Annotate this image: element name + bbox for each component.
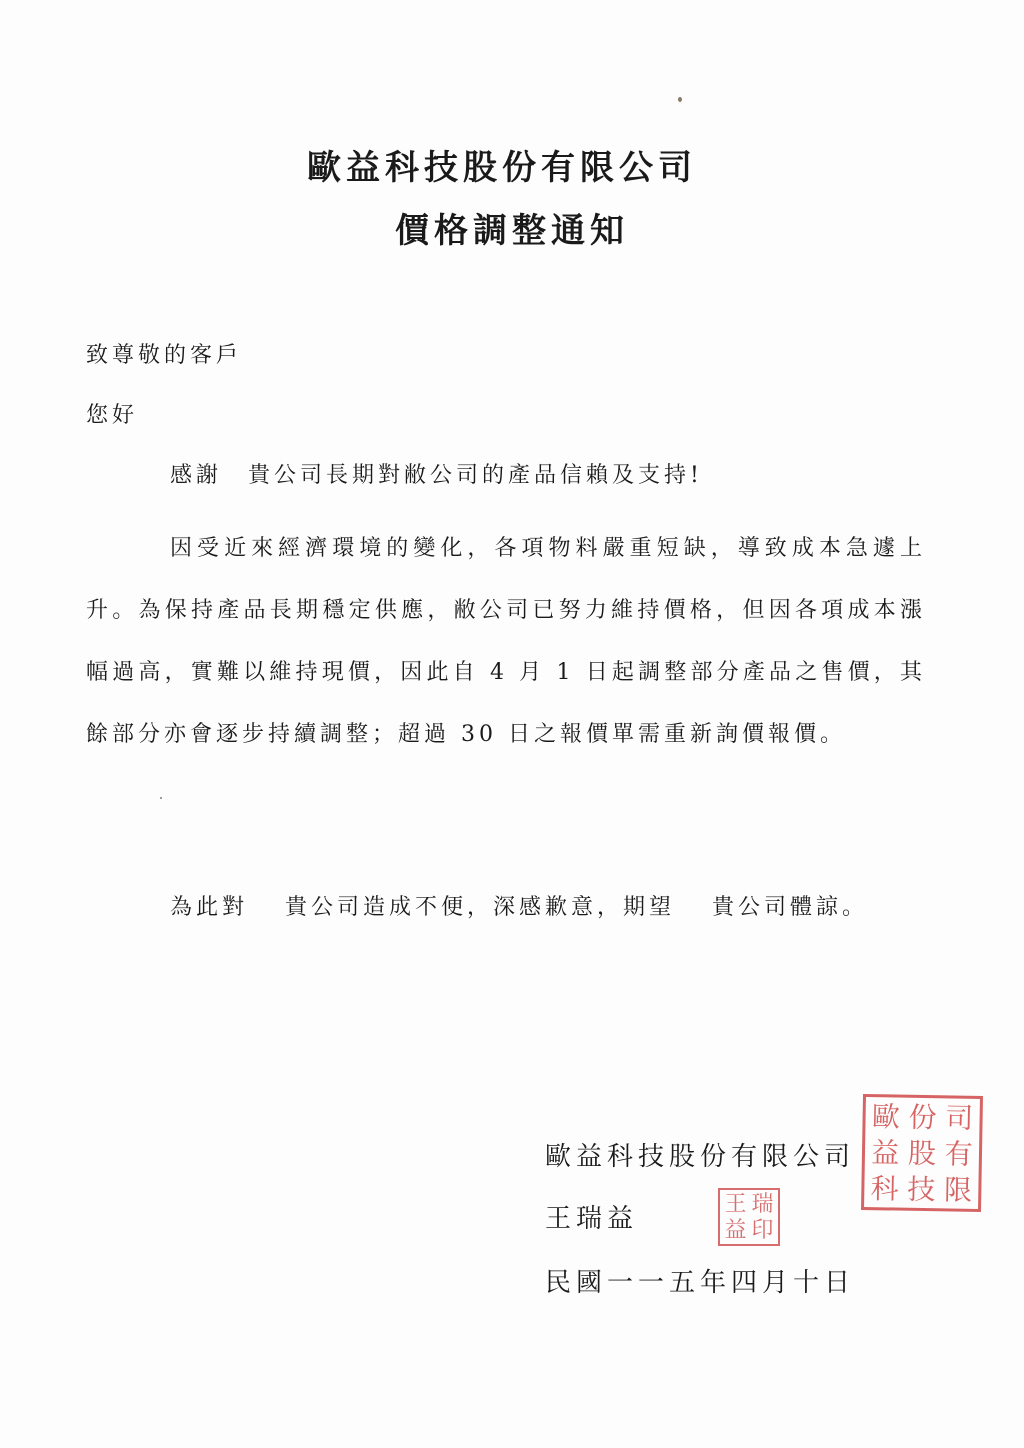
seal-char: 益 (724, 1218, 747, 1243)
seal-char: 科 (870, 1172, 899, 1206)
body-paragraph: 因受近來經濟環境的變化，各項物料嚴重短缺，導致成本急遽上升。為保持產品長期穩定供應，敝公司已努力維持價格，但因各項成本漲幅過高，實難以維持現價，因此自 4 月 1 日起調整部分產品之售價，其餘部分亦會逐步持續調整；超過 30 日之報價單需重新詢價報價。 (86, 536, 926, 747)
apology-paragraph: 為此對 貴公司造成不便，深感歉意，期望 貴公司體諒。 (170, 895, 868, 920)
signature-company: 歐益科技股份有限公司 (545, 1142, 856, 1172)
seal-char: 益 (871, 1136, 900, 1170)
seal-char: 瑞 (751, 1192, 774, 1217)
seal-char: 歐 (871, 1100, 901, 1134)
personal-seal (718, 1188, 780, 1246)
seal-char: 份 (908, 1100, 937, 1135)
scan-speck (678, 97, 682, 102)
seal-char: 司 (944, 1101, 974, 1135)
seal-char: 有 (944, 1137, 973, 1171)
seal-char: 王 (724, 1192, 747, 1217)
thanks-paragraph: 感謝 貴公司長期對敝公司的產品信賴及支持! (170, 463, 703, 488)
seal-char: 股 (907, 1136, 937, 1171)
company-title: 歐益科技股份有限公司 (307, 148, 697, 188)
signature-representative: 王瑞益 (545, 1204, 639, 1234)
salutation: 致尊敬的客戶 (86, 343, 243, 368)
signature-date: 民國一一五年四月十日 (545, 1268, 856, 1298)
seal-char: 技 (907, 1172, 936, 1207)
company-seal (861, 1094, 983, 1212)
seal-char: 印 (751, 1218, 774, 1243)
seal-char: 限 (943, 1173, 973, 1207)
scan-speck (160, 797, 162, 799)
notice-title: 價格調整通知 (395, 211, 629, 251)
greeting: 您好 (86, 403, 139, 428)
